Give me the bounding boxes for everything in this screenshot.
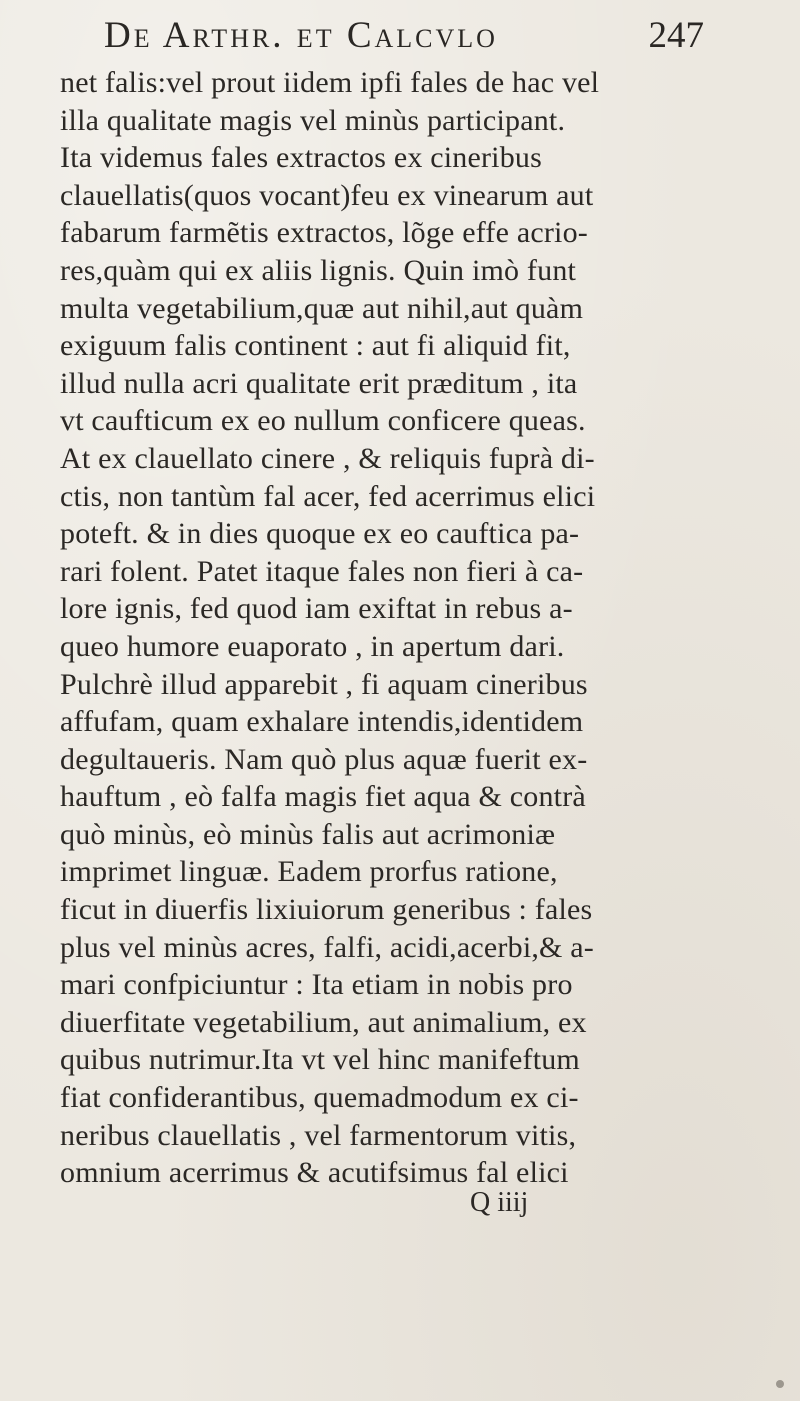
body-text — [60, 64, 770, 1192]
text-line: multa vegetabilium,quæ aut nihil,aut quàm — [60, 291, 584, 325]
text-line: At ex clauellato cinere , & reliquis fuprà di- — [60, 441, 595, 475]
text-line: mari confpiciuntur : Ita etiam in nobis pro — [60, 968, 573, 1002]
text-line: degultaueris. Nam quò plus aquæ fuerit ex- — [60, 742, 588, 776]
signature-mark: Q iiij — [470, 1187, 529, 1218]
text-line: ficut in diuerfis lixiuiorum generibus : fales — [60, 893, 593, 927]
text-line: poteft. & in dies quoque ex eo cauftica pa- — [60, 517, 580, 551]
text-line: lore ignis, fed quod iam exiftat in rebus a- — [60, 592, 573, 626]
text-line: omnium acerrimus & acutifsimus fal elici — [60, 1156, 569, 1190]
text-line: fiat confiderantibus, quemadmodum ex ci- — [60, 1081, 579, 1115]
text-line: queo humore euaporato , in apertum dari. — [60, 629, 565, 663]
text-line: exiguum falis continent : aut fi aliquid fit, — [60, 329, 571, 363]
text-line: neribus clauellatis , vel farmentorum vitis, — [60, 1118, 577, 1152]
text-line: quò minùs, eò minùs falis aut acrimoniæ — [60, 817, 556, 851]
running-head — [104, 14, 704, 62]
text-line: net falis:vel prout iidem ipfi fales de hac vel — [60, 66, 600, 99]
text-line: fabarum farmẽtis extractos, lõge effe acrio- — [60, 216, 588, 250]
text-line: diuerfitate vegetabilium, aut animalium, ex — [60, 1005, 587, 1039]
text-line: res,quàm qui ex aliis lignis. Quin imò funt — [60, 253, 577, 287]
ink-speck — [776, 1380, 784, 1388]
text-line: hauftum , eò falfa magis fiet aqua & contrà — [60, 780, 586, 814]
text-line: vt caufticum ex eo nullum conficere queas. — [60, 404, 586, 438]
page-number: 247 — [648, 15, 704, 56]
text-line: illud nulla acri qualitate erit præditum , ita — [60, 366, 578, 400]
text-line: plus vel minùs acres, falfi, acidi,acerbi,& a- — [60, 930, 594, 964]
text-line: Ita videmus fales extractos ex cineribus — [60, 141, 542, 175]
text-line: affufam, quam exhalare intendis,identidem — [60, 705, 584, 739]
text-line: Pulchrè illud apparebit , fi aquam cineribus — [60, 667, 588, 701]
text-line: quibus nutrimur.Ita vt vel hinc manifeftum — [60, 1043, 580, 1077]
text-line: rari folent. Patet itaque fales non fieri à ca- — [60, 554, 584, 588]
text-line: illa qualitate magis vel minùs participant. — [60, 103, 566, 137]
text-line: clauellatis(quos vocant)feu ex vinearum aut — [60, 178, 594, 212]
text-line: imprimet linguæ. Eadem prorfus ratione, — [60, 855, 558, 889]
text-line: ctis, non tantùm fal acer, fed acerrimus elici — [60, 479, 596, 513]
running-head-title: De Arthr. et Calcvlo — [104, 15, 498, 56]
